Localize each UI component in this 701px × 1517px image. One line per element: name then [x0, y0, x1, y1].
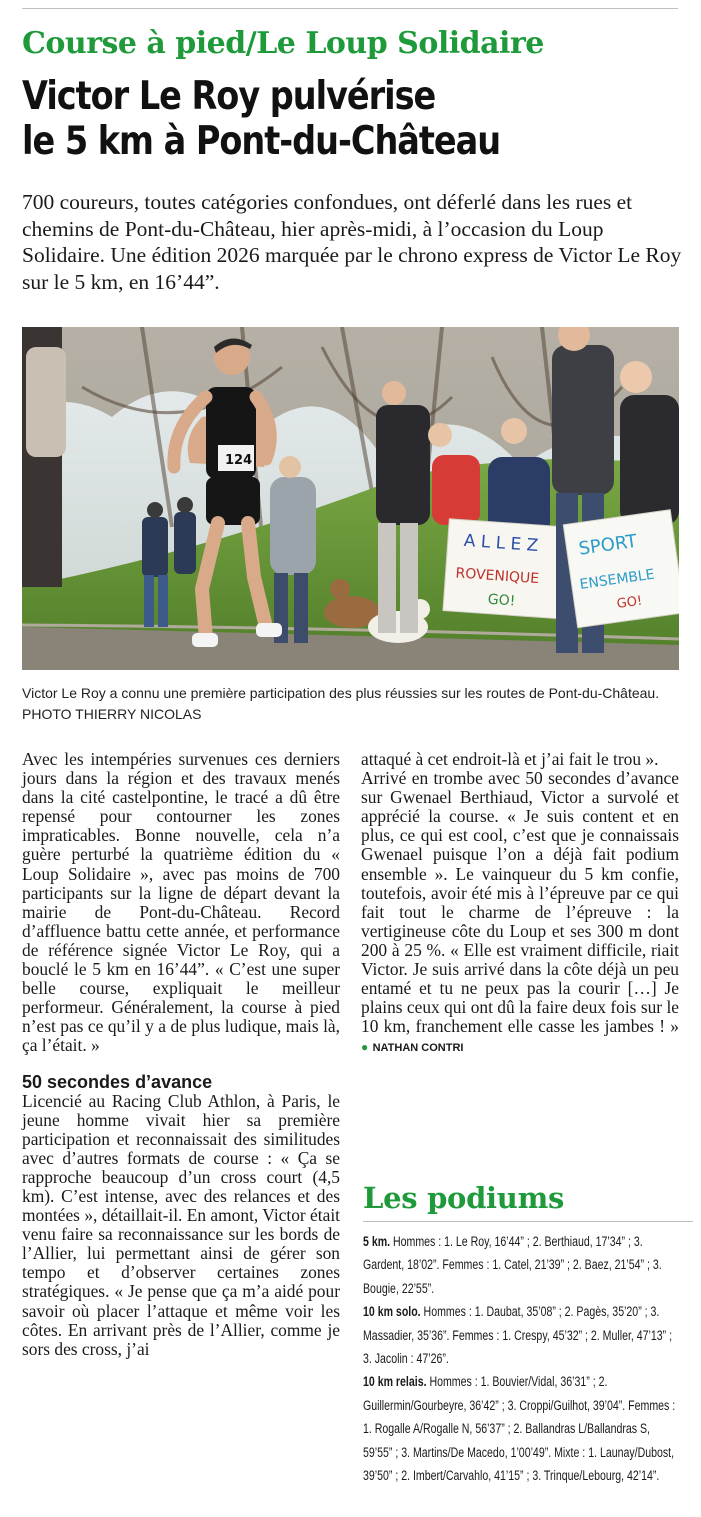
author-signature: NATHAN CONTRI	[372, 1042, 464, 1055]
spectator-sign-2	[563, 510, 679, 628]
photo-caption	[22, 683, 682, 725]
svg-text:GO!: GO!	[487, 591, 516, 610]
svg-text:ENSEMBLE: ENSEMBLE	[578, 566, 656, 593]
article-subheading: 50 secondes d’avance	[22, 1071, 213, 1092]
podium-label: 10 km relais.	[363, 1374, 427, 1390]
signature-bullet-icon: ●	[361, 1040, 369, 1055]
spectator-sign-1	[443, 519, 573, 619]
headline-line-1: Victor Le Roy pulvérise	[22, 74, 436, 119]
podium-text: Hommes : 1. Bouvier/Vidal, 36’31” ; 2. Guillermin/Gourbeyre, 36’42” ; 3. Croppi/Guilhot, 39’04”. Femmes : 1. Rogalle A/Rogalle N, 56’37” ; 2. Ballandras L/Ballandras S, 59’55” ; 3. Martins/De Macedo, 1’00’49”. Mixte : 1. Launay/Dubost, 39’50” ; 2. Imbert/Carvahlo, 41’15” ; 3. Trinque/Lebourg, 42’14”.	[363, 1374, 676, 1484]
runner-photo-illustration	[22, 327, 679, 670]
article-paragraph: Avec les intempéries survenues ces derniers jours dans la région et des travaux menés dans la cité castelpontine, le tracé a dû être repensé pour contourner les zones impraticables. Bonne nouvelle, cela n’a guère perturbé la quatrième édition du « Loup Solidaire », avec pas moins de 700 participants sur la ligne de départ devant la mairie de Pont-du-Château. Record d’affluence battu cette année, et performance de référence signée Victor Le Roy, qui a bouclé le 5 km en 16’44”. « C’est une super belle course, expliquait le meilleur performeur. Généralement, la course à pied n’est pas ce qu’il y a de plus ludique, mais là, ça l’était. »	[22, 749, 340, 1056]
podiums-rule	[363, 1221, 693, 1222]
podium-text: Hommes : 1. Daubat, 35’08” ; 2. Pagès, 35’20” ; 3. Massadier, 35’36”. Femmes : 1. Crespy, 45’32” ; 2. Muller, 47’13” ; 3. Jacolin : 47’26”.	[363, 1304, 673, 1367]
article-paragraph: attaqué à cet endroit-là et j’ai fait le trou ».	[361, 749, 659, 769]
article-column-1	[22, 750, 340, 1359]
article-headline	[22, 74, 590, 164]
podium-item-10km-solo	[363, 1300, 679, 1370]
article-column-2	[361, 750, 679, 1059]
podium-text: Hommes : 1. Le Roy, 16’44” ; 2. Berthiaud, 17’34” ; 3. Gardent, 18’02”. Femmes : 1. Catel, 21’39” ; 2. Baez, 21’54” ; 3. Bougie, 22’55”.	[363, 1234, 662, 1296]
photo-credit: PHOTO THIERRY NICOLAS	[22, 706, 202, 722]
podium-label: 10 km solo.	[363, 1304, 421, 1320]
headline-line-2: le 5 km à Pont-du-Château	[22, 119, 501, 164]
race-bib-number: 124	[225, 453, 253, 468]
svg-text:GO!: GO!	[615, 593, 644, 612]
podiums-results	[363, 1230, 679, 1487]
podium-item-10km-relais	[363, 1370, 679, 1487]
top-rule	[22, 8, 678, 9]
svg-text:A L L E Z: A L L E Z	[463, 530, 539, 557]
svg-text:ROVENIQUE: ROVENIQUE	[455, 565, 540, 588]
caption-text: Victor Le Roy a connu une première participation des plus réussies sur les routes de Pont-du-Château.	[22, 685, 660, 701]
podium-label: 5 km.	[363, 1234, 391, 1249]
article-paragraph: Licencié au Racing Club Athlon, à Paris, le jeune homme vivait hier sa première participation et reconnaissait des similitudes avec d’autres formats de course : « Ça se rapproche beaucoup d’un cross court (4,5 km). C’est intense, avec des relances et des montées », détaillait-il. En amont, Victor était venu faire sa reconnaissance sur les bords de l’Allier, lui permettant ainsi de gérer son tempo et d’observer certaines zones stratégiques. « Je pense que ça m’a aidé pour savoir où placer l’attaque et même voir les côtes. En arrivant près de l’Allier, comme je sors des cross, j’ai	[22, 1090, 340, 1359]
article-lead: 700 coureurs, toutes catégories confondues, ont déferlé dans les rues et chemins de Pont-du-Château, hier après-midi, à l’occasion du Loup Solidaire. Une édition 2026 marquée par le chrono express de Victor Le Roy sur le 5 km, en 16’44”.	[22, 190, 682, 294]
section-kicker: Course à pied/Le Loup Solidaire	[22, 26, 544, 61]
article-paragraph-text: Arrivé en trombe avec 50 secondes d’avance sur Gwenael Berthiaud, Victor a survolé et apprécié la course. « Je suis content et en plus, ce qui est cool, c’est que je connaissais Gwenael puisque l’on a déjà fait podium ensemble ». Le vainqueur du 5 km confie, toutefois, avoir été mis à l’épreuve par ce qui fait tout le charme de l’épreuve : la vertigineuse côte du Loup et ses 300 m dont 200 à 25 %. « Elle est vraiment difficile, riait Victor. Je suis arrivé dans la côte déjà un peu entamé et tu ne peux pas la courir […] Je plains ceux qui ont dû la faire deux fois sur le 10 km, franchement elle casse les jambes ! »	[361, 768, 679, 1037]
svg-text:SPORT: SPORT	[577, 530, 639, 560]
article-paragraph	[361, 769, 679, 1058]
podium-item-5km	[363, 1230, 679, 1300]
podiums-heading: Les podiums	[363, 1181, 564, 1215]
article-photo	[22, 327, 679, 670]
